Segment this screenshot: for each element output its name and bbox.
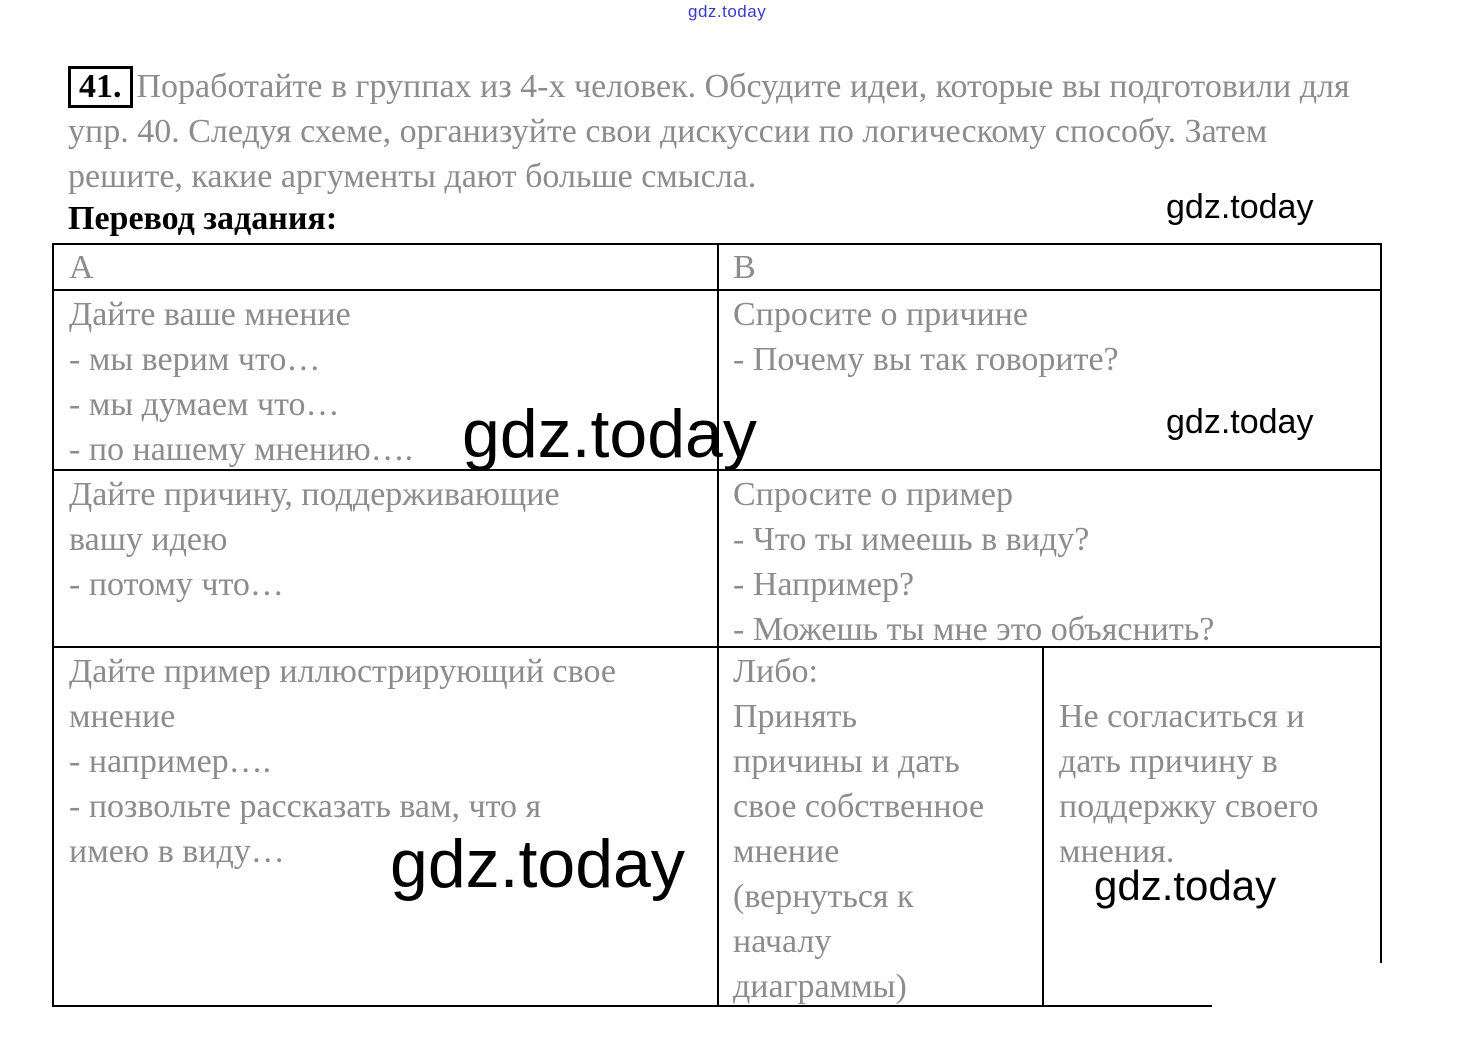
- table-column-divider: [717, 243, 719, 1007]
- table-border-bottom: [52, 1005, 1212, 1007]
- top-watermark: gdz.today: [688, 2, 767, 21]
- cell-line: - по нашему мнению….: [69, 431, 414, 468]
- cell-line: Спросите о причине: [733, 296, 1028, 333]
- cell-line: свое собственное: [733, 788, 985, 825]
- table-border-left: [52, 243, 54, 1007]
- cell-line: поддержку своего: [1059, 788, 1319, 825]
- table-subcolumn-divider: [1042, 646, 1044, 1007]
- cell-line: Спросите о пример: [733, 476, 1013, 513]
- cell-line: - потому что…: [69, 566, 284, 603]
- row3-col-b-right: [1059, 694, 1318, 874]
- column-b-header: B: [733, 249, 756, 286]
- row3-col-b-left: [733, 649, 984, 1009]
- cell-line: (вернуться к: [733, 878, 914, 915]
- cell-line: - мы верим что…: [69, 341, 321, 378]
- task-text: Поработайте в группах из 4-х человек. Обсудите идеи, которые вы подготовили для упр. 40. Следуя схеме, организуйте свои дискуссии по логическому способу. Затем решите, какие аргументы дают больше смысла.: [68, 68, 1350, 195]
- table-border-right: [1380, 243, 1382, 963]
- watermark: gdz.today: [1166, 403, 1314, 441]
- task-paragraph: [68, 64, 1368, 199]
- row1-col-a: [69, 292, 413, 472]
- watermark: gdz.today: [1094, 862, 1277, 909]
- column-a-header: A: [69, 249, 94, 286]
- cell-line: - позвольте рассказать вам, что я: [69, 788, 542, 825]
- cell-line: началу: [733, 923, 832, 960]
- cell-line: дать причину в: [1059, 743, 1278, 780]
- cell-line: имею в виду…: [69, 833, 285, 870]
- cell-line: мнение: [69, 698, 176, 735]
- cell-line: мнения.: [1059, 833, 1175, 870]
- translation-heading: Перевод задания:: [68, 200, 338, 237]
- cell-line: Не согласиться и: [1059, 698, 1305, 735]
- row1-col-b: [733, 292, 1119, 382]
- cell-line: - Можешь ты мне это объяснить?: [733, 611, 1215, 648]
- cell-line: - например….: [69, 743, 272, 780]
- row2-col-b: [733, 472, 1214, 652]
- cell-line: Дайте ваше мнение: [69, 296, 351, 333]
- cell-line: причины и дать: [733, 743, 960, 780]
- cell-line: - Что ты имеешь в виду?: [733, 521, 1090, 558]
- cell-line: - мы думаем что…: [69, 386, 340, 423]
- cell-line: Принять: [733, 698, 857, 735]
- cell-line: Дайте причину, поддерживающие: [69, 476, 560, 513]
- watermark: gdz.today: [1166, 188, 1314, 226]
- cell-line: Либо:: [733, 653, 818, 690]
- cell-line: - Почему вы так говорите?: [733, 341, 1119, 378]
- cell-line: мнение: [733, 833, 840, 870]
- watermark: gdz.today: [390, 826, 685, 902]
- cell-line: - Например?: [733, 566, 915, 603]
- watermark: gdz.today: [462, 396, 757, 472]
- cell-line: Дайте пример иллюстрирующий свое: [69, 653, 616, 690]
- task-number: 41.: [68, 66, 133, 108]
- row2-col-a: [69, 472, 560, 607]
- cell-line: диаграммы): [733, 968, 907, 1005]
- cell-line: вашу идею: [69, 521, 228, 558]
